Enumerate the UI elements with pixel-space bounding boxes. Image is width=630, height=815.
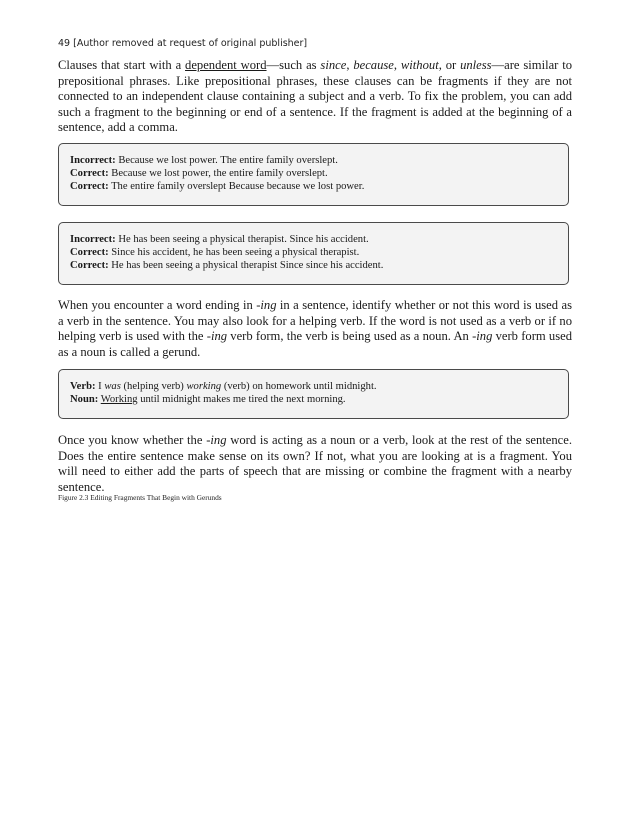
example-text: was <box>104 381 121 392</box>
example-word: since <box>320 58 347 72</box>
example-label: Correct: <box>70 260 109 272</box>
example-text: Because we lost power. The entire family overslept. <box>115 155 338 166</box>
paragraph-clauses <box>58 58 572 136</box>
ing-term: -ing <box>206 329 228 344</box>
example-text: I <box>95 381 105 392</box>
text-span: , <box>393 58 401 72</box>
text-span: , <box>346 58 354 72</box>
noun-example-line <box>70 393 568 406</box>
example-text: The entire family overslept Because because we lost power. <box>108 181 365 193</box>
example-text: working <box>186 381 222 392</box>
example-text: Since his accident, he has been seeing a physical therapist. <box>108 247 360 259</box>
ing-term: -ing <box>472 329 493 344</box>
example-label: Verb: <box>70 381 96 392</box>
example-text: He has been seeing a physical therapist Since since his accident. <box>108 260 384 272</box>
text-span: verb form, the verb is being used as a noun. An <box>227 329 473 344</box>
example-text: (verb) on homework until midnight. <box>221 381 377 392</box>
example-label: Noun: <box>70 394 99 406</box>
text-span: Once you know whether the <box>58 433 207 447</box>
dependent-word-link[interactable]: dependent word <box>185 58 267 72</box>
example-box-2 <box>58 222 569 285</box>
example-word: unless <box>460 58 492 72</box>
example-word: without <box>400 58 439 72</box>
paragraph-ing-words <box>58 298 572 360</box>
example-line <box>70 167 568 180</box>
text-span: word is acting as a noun or a verb, look at the rest of the sentence. Does the entire sentence make sense on its own? If not, what you are looking at is a fragment. You will need to either add the parts of speech that are missing or combine the fragment with a nearby sentence. <box>58 433 573 494</box>
ing-term: -ing <box>256 298 277 312</box>
example-line <box>70 233 568 246</box>
example-line <box>70 259 568 272</box>
text-span: , or <box>438 58 461 72</box>
text-span: Clauses that start with a <box>58 58 186 72</box>
text-span: in a sentence, identify whether or not this word is used as a verb in the sentence. You may also look for a helping verb. If the word is not used as a verb or if no helping verb is used with the <box>58 298 572 344</box>
paragraph-once-you-know <box>58 433 572 495</box>
text-span: When you encounter a word ending in <box>58 298 257 312</box>
example-text: He has been seeing a physical therapist. Since his accident. <box>115 234 369 245</box>
example-label: Incorrect: <box>70 155 116 166</box>
ing-term: -ing <box>206 433 227 447</box>
example-label: Correct: <box>70 168 109 180</box>
example-label: Correct: <box>70 181 109 193</box>
example-line <box>70 154 568 167</box>
example-text: Because we lost power, the entire family overslept. <box>108 168 328 180</box>
figure-caption: Figure 2.3 Editing Fragments That Begin with Gerunds <box>58 493 222 502</box>
example-line <box>70 180 568 193</box>
page-header: 49 [Author removed at request of original publisher] <box>58 38 308 49</box>
verb-example-line <box>70 380 568 393</box>
example-word: because <box>353 58 394 72</box>
example-box-3 <box>58 369 569 419</box>
text-span: —such as <box>266 58 321 72</box>
example-text: (helping verb) <box>120 381 187 392</box>
text-span: verb form used as a noun is called a gerund. <box>58 329 572 359</box>
example-text: until midnight makes me tired the next morning. <box>137 394 346 406</box>
example-label: Incorrect: <box>70 234 116 245</box>
text-span: —are similar to prepositional phrases. Like prepositional phrases, these clauses can be fragments if they are not connected to an independent clause containing a subject and a verb. To fix the problem, you can add such a fragment to the beginning or end of a sentence. If the fragment is added at the beginning of a sentence, add a comma. <box>58 58 573 135</box>
example-text: Working <box>100 394 138 406</box>
example-box-1 <box>58 143 569 206</box>
example-label: Correct: <box>70 247 109 259</box>
example-line <box>70 246 568 259</box>
